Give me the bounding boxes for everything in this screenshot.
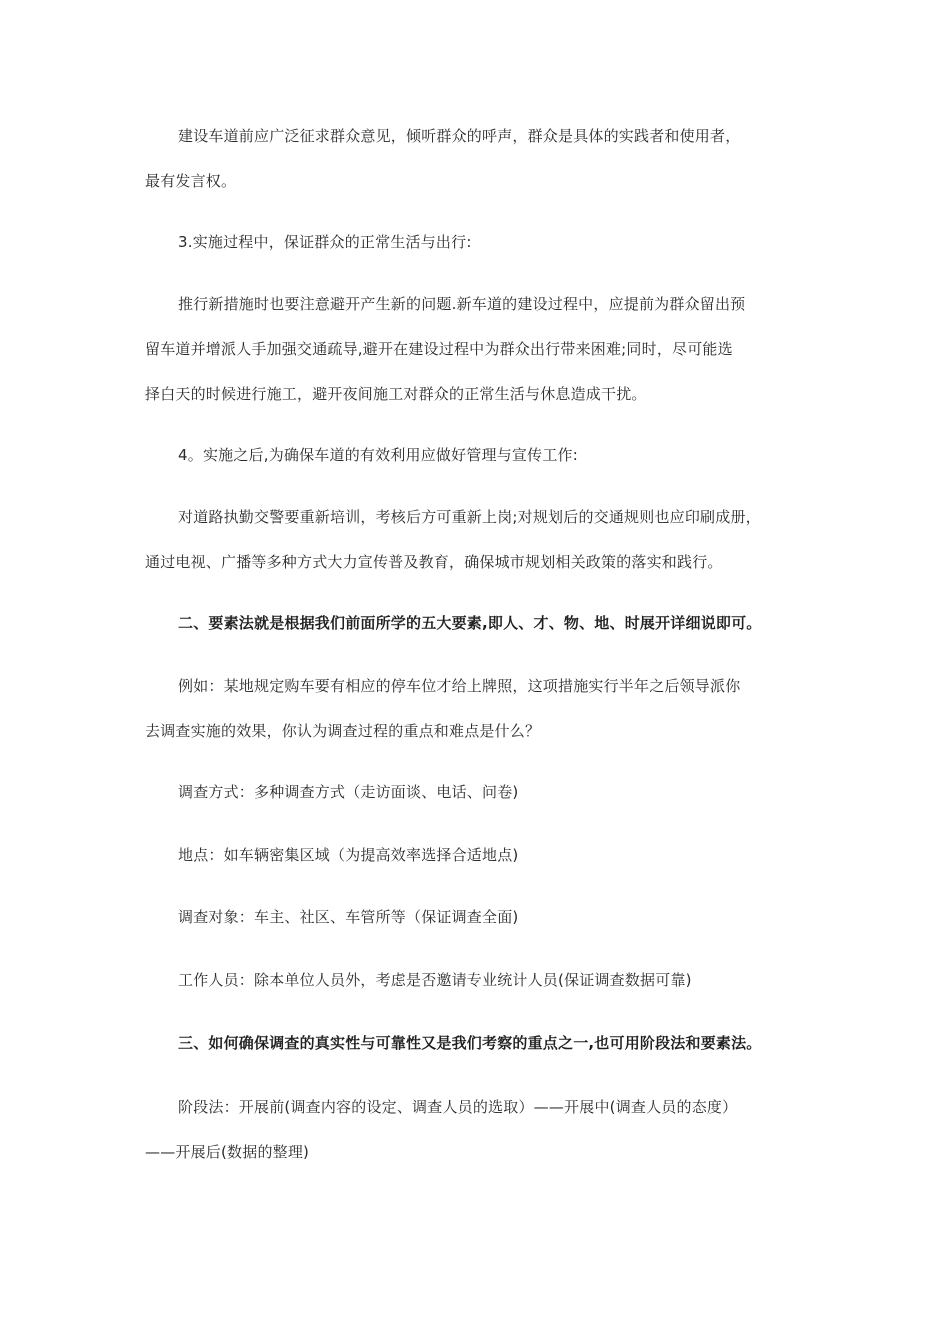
paragraph-line: 最有发言权。 xyxy=(145,172,237,190)
list-item-survey-method: 调查方式：多种调查方式（走访面谈、电话、问卷) xyxy=(178,783,519,801)
paragraph-line: 去调查实施的效果，你认为调查过程的重点和难点是什么？ xyxy=(145,722,541,740)
bold-heading-element-method: 二、要素法就是根据我们前面所学的五大要素,即人、才、物、地、时展开详细说即可。 xyxy=(178,614,762,632)
bold-heading-reliability: 三、如何确保调查的真实性与可靠性又是我们考察的重点之一,也可用阶段法和要素法。 xyxy=(178,1034,762,1052)
paragraph-line: ——开展后(数据的整理) xyxy=(145,1143,310,1161)
section-heading-3: 3.实施过程中，保证群众的正常生活与出行: xyxy=(178,233,472,251)
list-item-survey-target: 调查对象：车主、社区、车管所等（保证调查全面) xyxy=(178,908,519,926)
section-heading-4: 4。实施之后,为确保车道的有效利用应做好管理与宣传工作: xyxy=(178,446,578,464)
paragraph-line: 例如：某地规定购车要有相应的停车位才给上牌照，这项措施实行半年之后领导派你 xyxy=(178,677,741,695)
paragraph-line: 阶段法：开展前(调查内容的设定、调查人员的选取）——开展中(调查人员的态度） xyxy=(178,1098,738,1116)
list-item-staff: 工作人员：除本单位人员外，考虑是否邀请专业统计人员(保证调查数据可靠) xyxy=(178,971,692,989)
paragraph-line: 对道路执勤交警要重新培训，考核后方可重新上岗;对规划后的交通规则也应印刷成册， xyxy=(178,508,761,526)
paragraph-line: 留车道并增派人手加强交通疏导,避开在建设过程中为群众出行带来困难;同时，尽可能选 xyxy=(145,340,733,358)
paragraph-line: 择白天的时候进行施工，避开夜间施工对群众的正常生活与休息造成干扰。 xyxy=(145,385,647,403)
list-item-location: 地点：如车辆密集区域（为提高效率选择合适地点) xyxy=(178,846,519,864)
paragraph-line: 通过电视、广播等多种方式大力宣传普及教育，确保城市规划相关政策的落实和践行。 xyxy=(145,553,723,571)
paragraph-line: 建设车道前应广泛征求群众意见，倾听群众的呼声，群众是具体的实践者和使用者， xyxy=(178,127,741,145)
paragraph-line: 推行新措施时也要注意避开产生新的问题.新车道的建设过程中，应提前为群众留出预 xyxy=(178,295,746,313)
